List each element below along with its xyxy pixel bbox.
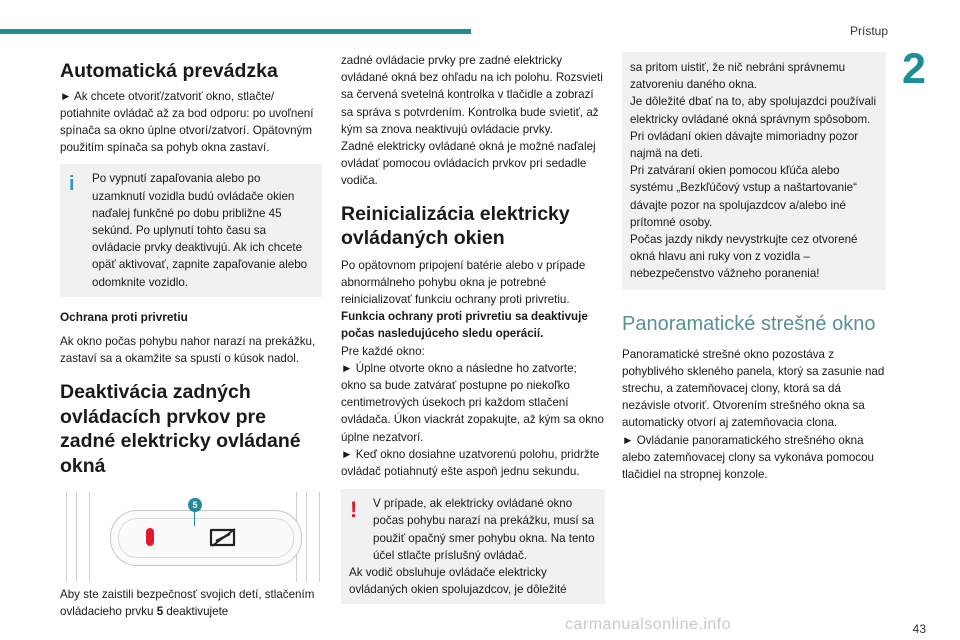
warning-led xyxy=(146,528,154,546)
heading-panoramic-roof: Panoramatické strešné okno xyxy=(622,312,876,335)
window-lock-icon xyxy=(208,526,238,548)
callout-badge: 5 xyxy=(188,498,202,512)
step-hold-control: ► Keď okno dosiahne uzatvorenú polohu, pridržte ovládač potiahnutý ešte aspoň jednu sekundu. xyxy=(341,447,600,479)
paragraph-reinit-bold: Funkcia ochrany proti privretiu sa deaktivuje počas nasledujúceho sledu operácií. xyxy=(341,310,588,341)
info-icon: i xyxy=(69,173,75,196)
deactivate-control-ref: 5 xyxy=(156,605,164,619)
switch-housing xyxy=(118,518,294,558)
column-3 xyxy=(622,52,886,483)
warning-icon: ! xyxy=(350,497,358,523)
column-2 xyxy=(341,52,605,604)
rear-controls-figure xyxy=(60,492,322,584)
paragraph-reinit: Po opätovnom pripojení batérie alebo v prípade abnormálneho pohybu okna je potrebné reinicializovať funkciu ochrany proti privretiu. xyxy=(341,258,586,307)
warning-note-continued xyxy=(622,52,886,290)
heading-deactivate-rear-controls: Deaktivácia zadných ovládacích prvkov pre zadné elektricky ovládané okná xyxy=(60,381,301,477)
paragraph-automatic-operation: ► Ak chcete otvoriť/zatvoriť okno, stlačte/ potiahnite ovládač až za bod odporu: po uvoľnení spínača sa okno úplne otvorí/zatvorí. Opätovným použitím spínača sa pohyb okna zastaví. xyxy=(60,89,314,155)
note-continued-c: Pri ovládaní okien dávajte mimoriadny pozor najmä na deti. xyxy=(630,129,859,161)
heading-automatic-operation: Automatická prevádzka xyxy=(60,60,278,82)
warning-note-text-a: V prípade, ak elektricky ovládané okno počas pohybu narazí na prekážku, musí sa použiť opačný smer pohybu okna. Na tento účel stlačte príslušný ovládač. xyxy=(373,497,595,562)
paragraph-panoramic-roof: Panoramatické strešné okno pozostáva z pohyblivého skleného panela, ktorý sa zasunie nad strechu, a zatemňovacej clony, ktorá sa dá nezávisle otvoriť. Otvorením strešného okna sa automaticky otvorí aj zatemňovacia clona. xyxy=(622,347,885,430)
paragraph-driver-controls: Zadné elektricky ovládané okná je možné naďalej ovládať pomocou ovládacích prvkov pri sedadle vodiča. xyxy=(341,140,596,188)
note-continued-d: Pri zatváraní okien pomocou kľúča alebo systému „Bezkľúčový vstup a naštartovanie“ dávajte pozor na spolujazdcov a/alebo iné prítomné osoby. xyxy=(630,164,857,229)
paragraph-panoramic-controls: ► Ovládanie panoramatického strešného okna alebo zatemňovacej clony sa vykonáva pomocou tlačidiel na stropnej konzole. xyxy=(622,433,874,482)
note-continued-a: sa pritom uistiť, že nič nebráni správnemu zatvoreniu daného okna. xyxy=(630,61,846,92)
info-note-text: Po vypnutí zapaľovania alebo po uzamknutí vozidla budú ovládače okien naďalej funkčné po dobu približne 45 sekúnd. Po uplynutí tohto času sa ovládacie prvky deaktivujú. Ak ich chcete opäť aktivovať, zapnite zapaľovanie alebo odomknite vozidlo. xyxy=(92,172,308,289)
deactivate-text-end: deaktivujete xyxy=(163,605,229,619)
callout-leader xyxy=(194,512,195,526)
note-continued-b: Je dôležité dbať na to, aby spolujazdci používali elektricky ovládané okná správnym spôsobom. xyxy=(630,95,877,126)
section-label: Prístup xyxy=(849,24,888,38)
heading-reinit-windows: Reinicializácia elektricky ovládaných okien xyxy=(341,202,570,250)
warning-note-text-b: Ak vodič obsluhuje ovládače elektricky ovládaných okien spolujazdcov, je dôležité xyxy=(349,566,567,597)
paragraph-anti-pinch: Ak okno počas pohybu nahor narazí na prekážku, zastaví sa a okamžite sa spustí o kúsok nadol. xyxy=(60,334,316,365)
warning-note xyxy=(341,489,605,604)
heading-anti-pinch: Ochrana proti privretiu xyxy=(60,309,188,324)
paragraph-each-window: Pre každé okno: xyxy=(341,344,425,358)
header-accent-bar xyxy=(0,29,471,34)
paragraph-deactivate-rear-controls xyxy=(60,586,322,620)
chapter-number: 2 xyxy=(902,45,926,93)
figure-line-left xyxy=(66,492,90,582)
step-open-close: ► Úplne otvorte okno a následne ho zatvorte; okno sa bude zatvárať postupne po niekoľko centimetrových úsekoch pri každom stlačení ovládača. Úkon viackrát zopakujte, až kým sa okno úplne nezatvorí. xyxy=(341,361,604,444)
page-number: 43 xyxy=(912,622,926,636)
deactivate-text-start: Aby ste zaistili bezpečnosť svojich detí, stlačením ovládacieho prvku xyxy=(60,588,315,619)
column-1 xyxy=(60,52,322,621)
paragraph-rear-controls-continued: zadné ovládacie prvky pre zadné elektricky ovládané okná bez ohľadu na ich polohu. Rozsvieti sa červená svetelná kontrolka v tlačidle a zobrazí sa správa s potvrdením. Kontrolka bude svietiť, až kým sa znova neaktivujú ovládacie prvky. xyxy=(341,54,603,136)
info-note xyxy=(60,164,322,296)
note-continued-e: Počas jazdy nikdy nevystrkujte cez otvorené okná hlavu ani ruky von z vozidla – nebezpečenstvo vážneho poranenia! xyxy=(630,233,858,281)
watermark: carmanualsonline.info xyxy=(565,616,732,633)
